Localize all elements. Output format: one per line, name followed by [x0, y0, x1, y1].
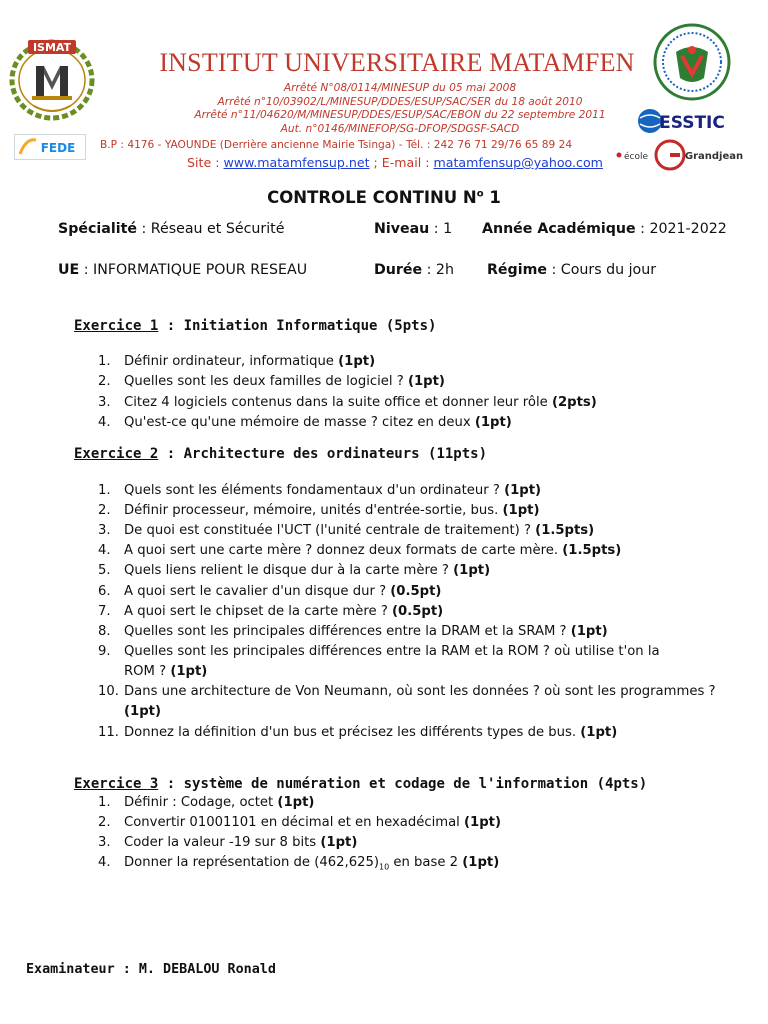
postal-address: B.P : 4176 - YAOUNDE (Derrière ancienne Mairie Tsinga) - Tél. : 242 76 71 29/76 65 89 24: [100, 139, 573, 151]
arretes-block: [120, 82, 680, 136]
site-link[interactable]: www.matamfensup.net: [223, 155, 370, 170]
exercise-3-heading: Exercice 3 : système de numération et codage de l'information (4pts): [74, 776, 648, 792]
fede-logo: [14, 134, 86, 160]
ue-field: UE : INFORMATIQUE POUR RESEAU: [58, 262, 308, 278]
grandjean-logo-text: Grandjean: [684, 151, 744, 162]
contact-line: [140, 155, 650, 170]
exercise-2-heading: Exercice 2 : Architecture des ordinateurs (11pts): [74, 446, 488, 462]
ecole-logo-text: école: [624, 152, 649, 162]
arrete-line: Arrêté n°10/03902/L/MINESUP/DDES/ESUP/SAC/SER du 18 août 2010: [217, 95, 583, 108]
email-label: ; E-mail :: [369, 155, 434, 170]
regime-field: Régime : Cours du jour: [487, 262, 657, 278]
examiner-line: Examinateur : M. DEBALOU Ronald: [26, 962, 276, 977]
annee-field: Année Académique : 2021-2022: [482, 221, 727, 237]
exercise-1-heading: Exercice 1 : Initiation Informatique (5pts): [74, 318, 437, 334]
fede-logo-text: FEDE: [40, 141, 76, 155]
niveau-field: Niveau : 1: [374, 221, 453, 237]
institute-title: INSTITUT UNIVERSITAIRE MATAMFEN: [159, 48, 635, 77]
duree-field: Durée : 2h: [374, 262, 454, 278]
site-label: Site :: [187, 155, 224, 170]
email-link[interactable]: matamfensup@yahoo.com: [433, 155, 603, 170]
esstic-logo-text: ESSTIC: [659, 113, 725, 133]
arrete-line: Arrêté N°08/0114/MINESUP du 05 mai 2008: [283, 82, 517, 94]
specialite-field: Spécialité : Réseau et Sécurité: [58, 221, 285, 237]
ismat-logo: [4, 32, 100, 122]
arrete-line: Aut. n°0146/MINEFOP/SG-DFOP/SDGSF-SACD: [280, 122, 520, 135]
ismat-badge-text: ISMAT: [32, 41, 72, 54]
arrete-line: Arrêté n°11/04620/M/MINESUP/DDES/ESUP/SAC/EBON du 22 septembre 2011: [194, 109, 606, 122]
document-title: CONTROLE CONTINU $N^o$ 1: [267, 188, 501, 207]
